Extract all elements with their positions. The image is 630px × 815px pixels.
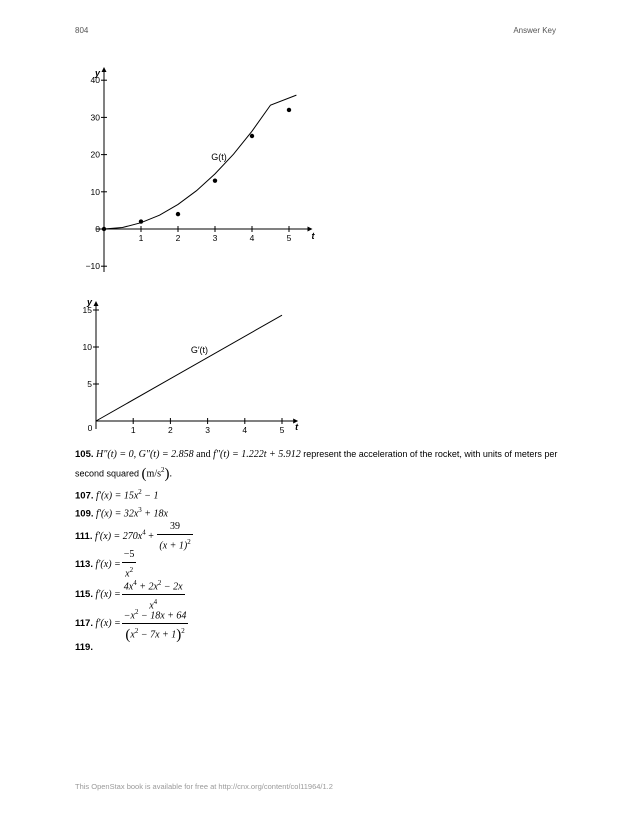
math-expression: f″(t) = 1.222t + 5.912: [213, 449, 301, 460]
answer-105-continued: second squared $(m/s^2)$.: [75, 466, 172, 483]
x-tick-label: 3: [205, 425, 210, 435]
y-tick-label: 10: [82, 342, 92, 352]
answer-107: 107. $f'(x) = 15x^2 - 1$: [75, 488, 159, 502]
y-tick-label: −10: [85, 261, 100, 272]
x-axis-label: t: [295, 422, 299, 432]
line-label: G′(t): [190, 344, 209, 355]
y-axis-arrow-icon: [94, 301, 99, 306]
line-g-prime-of-t: [96, 315, 282, 421]
fraction: $\frac{4x^4 + 2x^2 - 2x}{x^4}$: [123, 579, 183, 612]
x-tick-label: 4: [249, 233, 255, 243]
fraction: $\frac{-5}{x^2}$: [123, 549, 135, 580]
math-expression: H″(t) = 0, G″(t) = 2.858: [96, 449, 194, 460]
x-tick-label: 2: [168, 425, 173, 435]
answer-117: 117. f′(x) = $\frac{-x^2 - 18x + 64}{(x^2 - 7x + 1)^2}$: [75, 605, 189, 643]
x-tick-label: 1: [130, 425, 136, 435]
answer-text: second squared: [75, 468, 140, 479]
y-axis-label: y: [95, 68, 101, 78]
unit: m/s: [146, 468, 161, 480]
origin-label: 0: [87, 423, 93, 433]
page-footer: This OpenStax book is available for free at http://cnx.org/content/col11964/1.2: [75, 782, 333, 791]
answer-number: 115: [75, 589, 91, 601]
answer-113: 113. f′(x) = $\frac{-5}{x^2}$: [75, 549, 135, 580]
y-tick-label: 0: [95, 224, 100, 234]
answer-119: 119.: [75, 642, 93, 653]
answer-number: 107: [75, 490, 91, 502]
answer-number: 111: [75, 530, 90, 542]
x-axis-label: t: [311, 231, 315, 241]
y-tick-label: 30: [90, 112, 100, 123]
page-number: 804: [75, 26, 89, 35]
answer-number: 105: [75, 449, 91, 460]
fraction: $\frac{-x^2 - 18x + 64}{(x^2 - 7x + 1)^2}$: [123, 608, 187, 644]
answer-number: 119: [75, 642, 91, 653]
answer-109: 109. $f'(x) = 32x^3 + 18x$: [75, 506, 168, 520]
fraction: $\frac{39}{(x + 1)^2}$: [159, 521, 191, 552]
answer-number: 113: [75, 558, 91, 570]
y-tick-label: 15: [82, 305, 92, 315]
y-tick-label: 20: [90, 149, 100, 160]
answer-115: 115. f′(x) = $\frac{4x^4 + 2x^2 - 2x}{x^4}$: [75, 576, 186, 614]
answer-number: 109: [75, 508, 91, 520]
answer-111: 111. $f'(x) = 270x^4$ + $\frac{39}{(x + 1)^2}$: [75, 521, 191, 552]
x-tick-label: 4: [242, 425, 248, 435]
y-tick-label: 40: [90, 75, 100, 86]
answer-text: represent the acceleration of the rocket, with units of meters per: [303, 449, 558, 459]
x-tick-label: 5: [286, 233, 292, 243]
x-tick-label: 3: [212, 233, 218, 243]
answer-105: 105. H″(t) = 0, G″(t) = 2.858 and f″(t) = 1.222t + 5.912 represent the acceleration of the rocket, with units of meters per: [75, 449, 558, 460]
x-tick-label: 2: [175, 233, 181, 243]
x-tick-label: 5: [279, 425, 285, 435]
answer-number: 117: [75, 618, 91, 630]
y-tick-label: 10: [90, 186, 100, 197]
x-tick-label: 1: [138, 233, 144, 243]
connector-text: and: [196, 449, 211, 460]
y-axis-label: y: [87, 297, 93, 307]
section-title: Answer Key: [513, 26, 556, 35]
curve-label: G(t): [211, 152, 227, 163]
y-tick-label: 5: [87, 379, 92, 389]
